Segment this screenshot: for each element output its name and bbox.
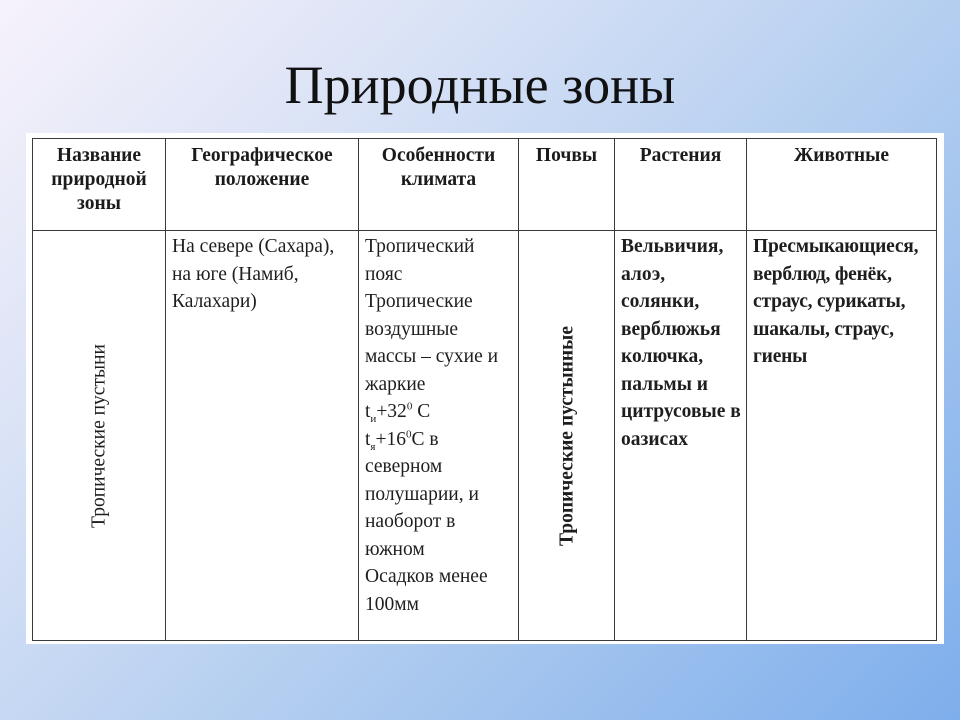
- header-zone-name: Название природной зоны: [33, 139, 166, 231]
- table-sheet: [26, 133, 944, 644]
- climate-temp-south: $t_я+16^0С$ в северном полушарии, и наоборот в южном: [365, 428, 479, 560]
- header-soils: Почвы: [519, 139, 615, 231]
- climate-precipitation: Осадков менее 100мм: [365, 566, 488, 615]
- cell-animals: Пресмыкающиеся, верблюд, фенёк, страус, сурикаты, шакалы, страус, гиены: [747, 231, 937, 641]
- cell-soils: [519, 231, 615, 641]
- natural-zones-table: [32, 138, 937, 641]
- header-animals: Животные: [747, 139, 937, 231]
- soils-text: Тропические пустынные: [555, 325, 577, 546]
- climate-temp-north: $t_и+32^0$ С: [365, 400, 431, 425]
- cell-climate: [359, 231, 519, 641]
- cell-zone-name: [33, 231, 166, 641]
- zone-name-text: Тропические пустыни: [88, 343, 110, 528]
- slide-title: Природные зоны: [284, 55, 676, 115]
- cell-plants: Вельвичия, алоэ, солянки, верблюжья колючка, пальмы и цитрусовые в оазисах: [615, 231, 747, 641]
- cell-geo-position: На севере (Сахара), на юге (Намиб, Калахари): [166, 231, 359, 641]
- header-geo-position: Географическое положение: [166, 139, 359, 231]
- table-row: [33, 231, 937, 641]
- climate-air-masses: Тропические воздушные массы – сухие и жаркие: [365, 291, 499, 395]
- header-row: [33, 139, 937, 231]
- header-plants: Растения: [615, 139, 747, 231]
- header-climate: Особенности климата: [359, 139, 519, 231]
- climate-belt: Тропический пояс: [365, 236, 475, 285]
